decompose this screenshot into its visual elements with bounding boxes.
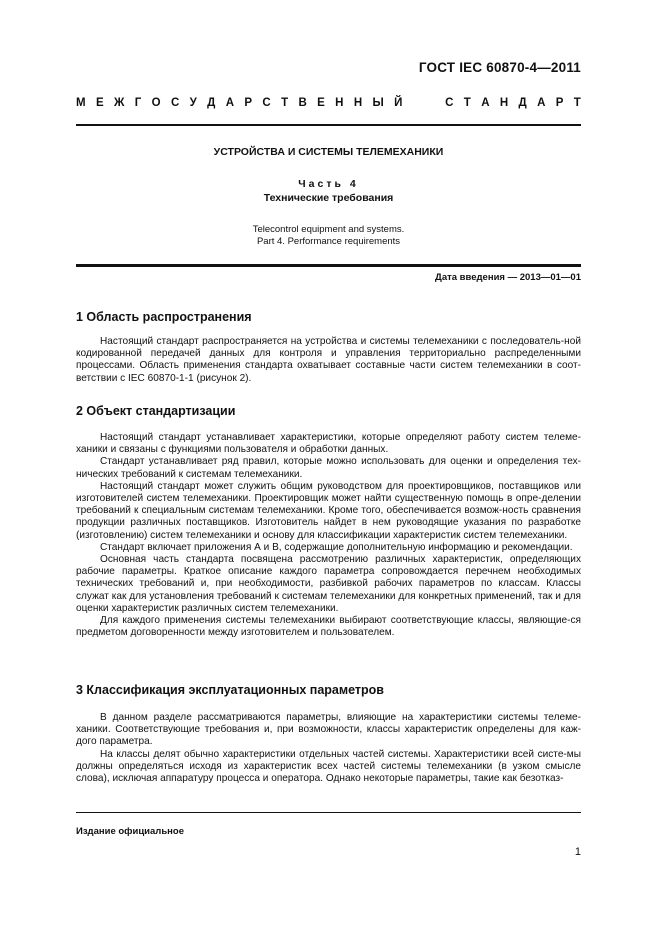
section-heading: 2 Объект стандартизации bbox=[76, 404, 236, 418]
heading-letter: У bbox=[189, 97, 197, 109]
english-title-line2: Part 4. Performance requirements bbox=[256, 236, 401, 247]
paragraph: Стандарт устанавливает ряд правил, которые можно использовать для оценки и определения тех-нических требований к системам телемеханики. bbox=[76, 456, 581, 480]
heading-letter: С bbox=[262, 97, 271, 109]
heading-letter: М bbox=[76, 97, 86, 109]
header-rule bbox=[76, 124, 581, 126]
heading-letter: Т bbox=[573, 97, 581, 109]
heading-letter: Н bbox=[353, 97, 363, 109]
paragraph: Настоящий стандарт распространяется на устройства и системы телемеханики с последователь-ной кодированной передачей данных для контроля и управления территориально распределенными процессами. Область применения стандарта охватывает составные части систем телемеханики в соот-ветствии с IEC 60870-1-1 (рисунок 2). bbox=[76, 336, 581, 384]
heading-letter: Р bbox=[244, 97, 253, 109]
standard-type-heading bbox=[76, 97, 581, 109]
heading-letter: Н bbox=[335, 97, 344, 109]
heading-letter: Е bbox=[95, 97, 104, 109]
page-number: 1 bbox=[574, 846, 581, 858]
heading-letter: А bbox=[225, 97, 235, 109]
paragraph: Основная часть стандарта посвящена рассмотрению различных характеристик, определяющих рабочие параметры. Краткое описание каждого параметра сопровождается перечнем необходимых технических требований и, при необходимости, разбивкой рабочих параметров по классам. Классы служат как для установления требований к системам телемеханики для конкретных применений, так и для оценки характеристик различных систем телемеханики. bbox=[76, 554, 581, 614]
paragraph: Настоящий стандарт может служить общим руководством для проектировщиков, поставщиков или изготовителей систем телемеханики. Проектировщик может найти существенную помощь в опре-делении требований к специальным системам телемеханики. Кроме того, обеспечивается возмож-ность сравнения продукции различных поставщиков. Изготовитель найдет в нем руководящие указания по разработке (изготовлению) систем телемеханики и основу для классификации характеристик систем телемеханики. bbox=[76, 480, 581, 541]
section-body bbox=[76, 712, 581, 785]
standard-title: УСТРОЙСТВА И СИСТЕМЫ ТЕЛЕМЕХАНИКИ bbox=[213, 146, 444, 158]
heading-letter: С bbox=[170, 97, 180, 109]
paragraph: В данном разделе рассматриваются параметры, влияющие на характеристики системы телеме-ханики. Соответствующие требования и, при возможности, классы характеристик определены для каж-дого параметра. bbox=[76, 712, 581, 748]
heading-letter: Ы bbox=[372, 97, 384, 109]
heading-letter: Д bbox=[518, 97, 527, 109]
heading-letter: А bbox=[481, 97, 490, 109]
paragraph: Для каждого применения системы телемеханики выбирают соответствующие классы, являющие-ся предметом договоренности между изготовителем и пользователем. bbox=[76, 615, 581, 639]
paragraph: Стандарт включает приложения А и В, содержащие дополнительную информацию и рекомендации. bbox=[100, 541, 573, 553]
part-label: Часть 4 bbox=[298, 178, 359, 190]
heading-letter: Ж bbox=[113, 97, 125, 109]
section-heading: 3 Классификация эксплуатационных параметров bbox=[76, 683, 384, 697]
heading-letter: Т bbox=[281, 97, 289, 109]
heading-letter: А bbox=[537, 97, 546, 109]
heading-letter: Т bbox=[463, 97, 471, 109]
heading-letter: Д bbox=[207, 97, 216, 109]
heading-letter: Г bbox=[134, 97, 142, 109]
title-rule bbox=[76, 264, 581, 267]
part-title: Технические требования bbox=[263, 192, 394, 204]
heading-letter: Е bbox=[317, 97, 325, 109]
section-heading: 1 Область распространения bbox=[76, 310, 252, 324]
heading-letter: О bbox=[151, 97, 161, 109]
introduction-date: Дата введения — 2013—01—01 bbox=[435, 272, 581, 283]
footer-rule bbox=[76, 812, 581, 813]
english-title-line1: Telecontrol equipment and systems. bbox=[252, 224, 405, 235]
heading-letter: В bbox=[298, 97, 307, 109]
heading-letter: Й bbox=[394, 97, 403, 109]
heading-letter: Р bbox=[555, 97, 564, 109]
heading-word-gap bbox=[413, 97, 435, 109]
document-code: ГОСТ IEC 60870-4—2011 bbox=[418, 60, 581, 75]
edition-label: Издание официальное bbox=[76, 826, 184, 837]
paragraph: На классы делят обычно характеристики отдельных частей системы. Характеристики всей систе-мы должны определяться исходя из характеристик всех частей системы телемеханики (в узком смысле слова), исключая аппаратуру процесса и оператора. Однако некоторые параметры, такие как безотказ- bbox=[76, 748, 581, 785]
paragraph: Настоящий стандарт устанавливает характеристики, которые определяют работу систем телеме-ханики и связаны с функциями пользователя и обработки данных. bbox=[76, 432, 581, 456]
heading-letter: С bbox=[445, 97, 454, 109]
section-body bbox=[76, 432, 581, 639]
section-body bbox=[76, 336, 581, 385]
heading-letter: Н bbox=[499, 97, 509, 109]
